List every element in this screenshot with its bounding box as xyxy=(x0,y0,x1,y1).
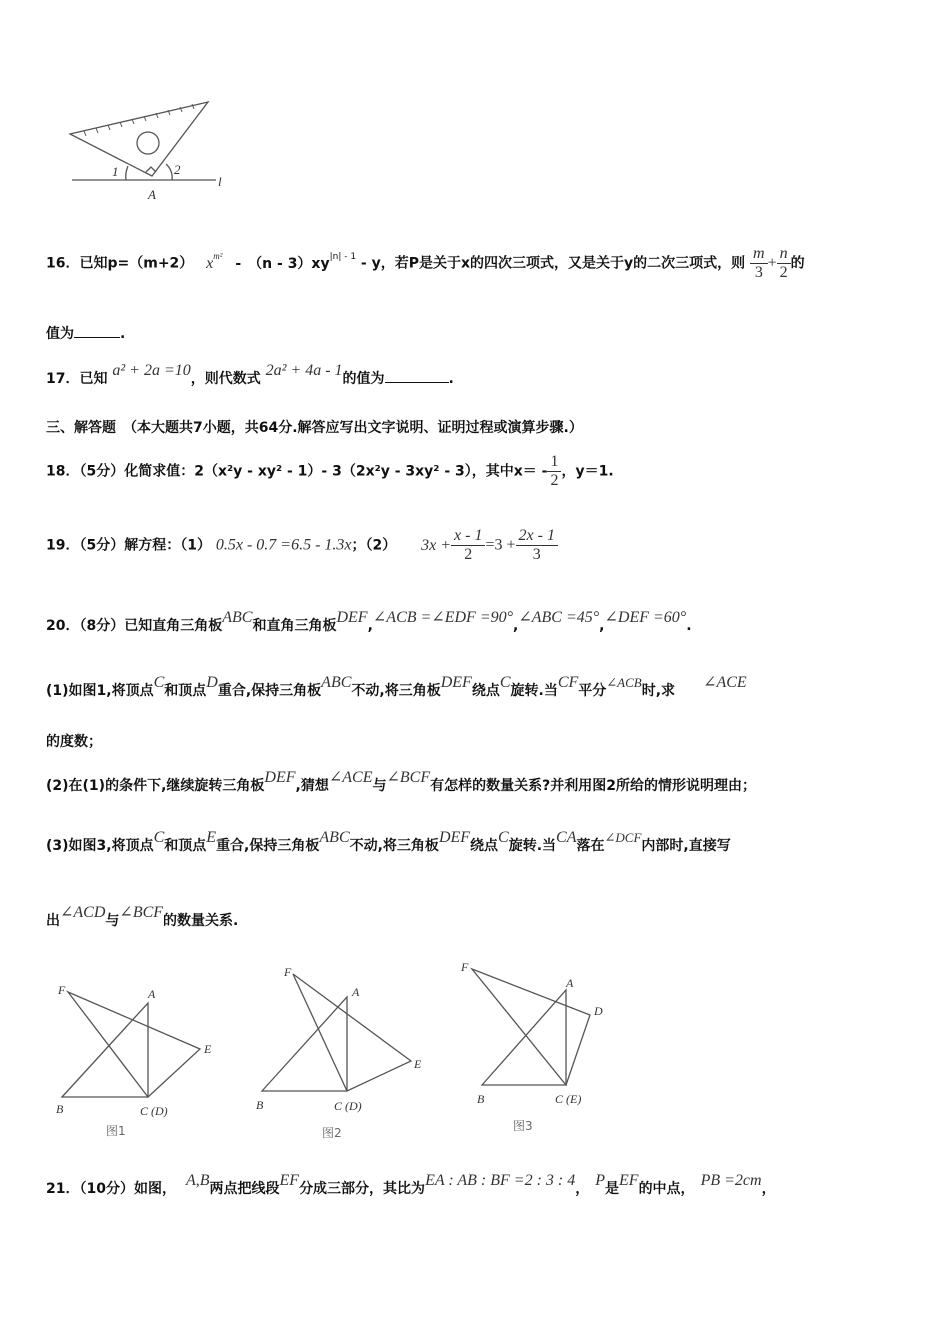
question-18 xyxy=(46,453,614,490)
q16-fraction-n2: $\frac{n}{2}$ xyxy=(777,245,791,282)
triangle-abc xyxy=(482,990,566,1085)
question-20-part-1: (1)如图1,将顶点C和顶点D重合,保持三角板ABC不动,将三角板DEF绕点C旋转.当CF平分∠ACB时,求 ∠ACE xyxy=(46,674,747,699)
ruler-figure xyxy=(66,96,236,211)
fig1-label-CD: C (D) xyxy=(140,1104,168,1118)
q19-fraction-1: $\frac{x - 1}{2}$ xyxy=(451,527,485,564)
q17-text: . xyxy=(448,371,454,387)
fig2-label-E: E xyxy=(414,1057,422,1071)
question-16-cont xyxy=(46,323,125,343)
q19-fraction-2: $\frac{2x - 1}{3}$ xyxy=(516,527,558,564)
triangle-abc xyxy=(62,1003,148,1097)
fig1-label-B: B xyxy=(56,1102,64,1116)
fig2-caption: 图2 xyxy=(322,1126,342,1140)
q19-text: （5分）解方程：（1） xyxy=(79,537,211,554)
q17-expression: 2a² + 4a - 1 xyxy=(265,362,343,379)
question-20-part-3: (3)如图3,将顶点C和顶点E重合,保持三角板ABC不动,将三角板DEF绕点C旋转.当CA落在∠DCF内部时,直接写 xyxy=(46,829,731,854)
question-20: 20．（8分）已知直角三角板ABC和直角三角板DEF,∠ACB =∠EDF =90°,∠ABC =45°,∠DEF =60°. xyxy=(46,609,692,634)
q16-y-exponent: |n| - 1 xyxy=(329,251,357,262)
q17-number: 17． xyxy=(46,371,80,387)
q16-answer-blank[interactable] xyxy=(74,337,120,338)
q16-fraction-m3: $\frac{m}{3}$ xyxy=(750,245,768,282)
q18-text: （5分）化简求值：2（x²y - xy² - 1）- 3（2x²y - 3xy² - 3），其中x＝ - xyxy=(79,463,548,480)
triangle-def xyxy=(68,992,200,1097)
fig2-label-B: B xyxy=(256,1098,264,1112)
fig2-label-A: A xyxy=(352,985,360,999)
label-A: A xyxy=(148,187,156,202)
question-20-part-2: (2)在(1)的条件下,继续旋转三角板DEF,猜想∠ACE与∠BCF有怎样的数量关系?并利用图2所给的情形说明理由； xyxy=(46,769,756,794)
fig3-label-CE: C (E) xyxy=(555,1092,582,1106)
label-l: l xyxy=(218,174,222,189)
q16-text: 值为 xyxy=(46,326,74,342)
q17-answer-blank[interactable] xyxy=(385,382,449,383)
fig3-label-D: D xyxy=(594,1004,603,1018)
right-angle-mark xyxy=(146,167,156,172)
figure-2 xyxy=(252,962,432,1142)
q16-plus: + xyxy=(767,254,777,272)
q16-text: 已知p=（m+2） xyxy=(79,255,194,272)
q19-equation-2: 3x + xyxy=(421,536,452,554)
question-20-part-1-cont: 的度数； xyxy=(46,734,102,750)
q16-number: 16． xyxy=(46,255,80,272)
set-square-triangle xyxy=(70,102,208,176)
fig3-label-A: A xyxy=(566,976,574,990)
angle-1-arc xyxy=(126,166,128,180)
label-1: 1 xyxy=(112,164,119,179)
q16-x-exponent: m² xyxy=(213,250,223,261)
angle-2-arc xyxy=(166,164,172,180)
q21-number: 21． xyxy=(46,1181,80,1197)
fig2-label-CD: C (D) xyxy=(334,1099,362,1113)
question-16 xyxy=(46,245,805,282)
question-19 xyxy=(46,527,558,564)
q19-number: 19． xyxy=(46,537,80,554)
fig1-label-E: E xyxy=(204,1042,212,1056)
triangle-abc xyxy=(262,997,347,1091)
fig1-label-F: F xyxy=(58,983,66,997)
q17-equation: a² + 2a =10 xyxy=(112,362,191,379)
question-20-part-3-cont: 出∠ACD与∠BCF的数量关系. xyxy=(46,904,239,929)
q16-text: - y，若P是关于x的四次三项式，又是关于y的二次三项式，则 xyxy=(356,255,746,272)
q18-fraction-half: $\frac{1}{2}$ xyxy=(547,453,561,490)
fig3-caption: 图3 xyxy=(513,1119,533,1133)
q17-text: 的值为 xyxy=(342,371,385,387)
question-17 xyxy=(46,362,454,388)
q19-text: ；（2） xyxy=(351,537,397,554)
q17-text: ，则代数式 xyxy=(190,371,261,387)
q16-text: . xyxy=(120,326,126,342)
label-2: 2 xyxy=(174,162,181,177)
figure-1 xyxy=(52,980,232,1140)
q19-equation-1: 0.5x - 0.7 =6.5 - 1.3x xyxy=(215,536,352,554)
fig2-label-F: F xyxy=(284,965,292,979)
q16-text: - （n - 3）xy xyxy=(235,255,330,272)
q16-x: x xyxy=(206,254,214,272)
fig1-label-A: A xyxy=(148,987,156,1001)
q17-text: 已知 xyxy=(79,371,108,387)
section-3-heading: 三、解答题 （本大题共7小题，共64分.解答应写出文字说明、证明过程或演算步骤.） xyxy=(46,420,583,436)
q18-text: ，y＝1. xyxy=(561,463,614,480)
q20-number: 20． xyxy=(46,618,80,634)
q18-number: 18． xyxy=(46,463,80,480)
q16-text: 的 xyxy=(790,255,805,272)
fig3-label-B: B xyxy=(477,1092,485,1106)
question-21: 21．（10分）如图， A,B两点把线段EF分成三部分，其比为EA : AB : BF =2 : 3 : 4， P是EF的中点， PB =2cm， xyxy=(46,1172,776,1197)
figure-3 xyxy=(455,958,625,1138)
q19-equation-2: =3 + xyxy=(485,536,516,554)
fig3-label-F: F xyxy=(461,960,469,974)
fig1-caption: 图1 xyxy=(106,1124,126,1138)
set-square-hole xyxy=(137,132,159,154)
